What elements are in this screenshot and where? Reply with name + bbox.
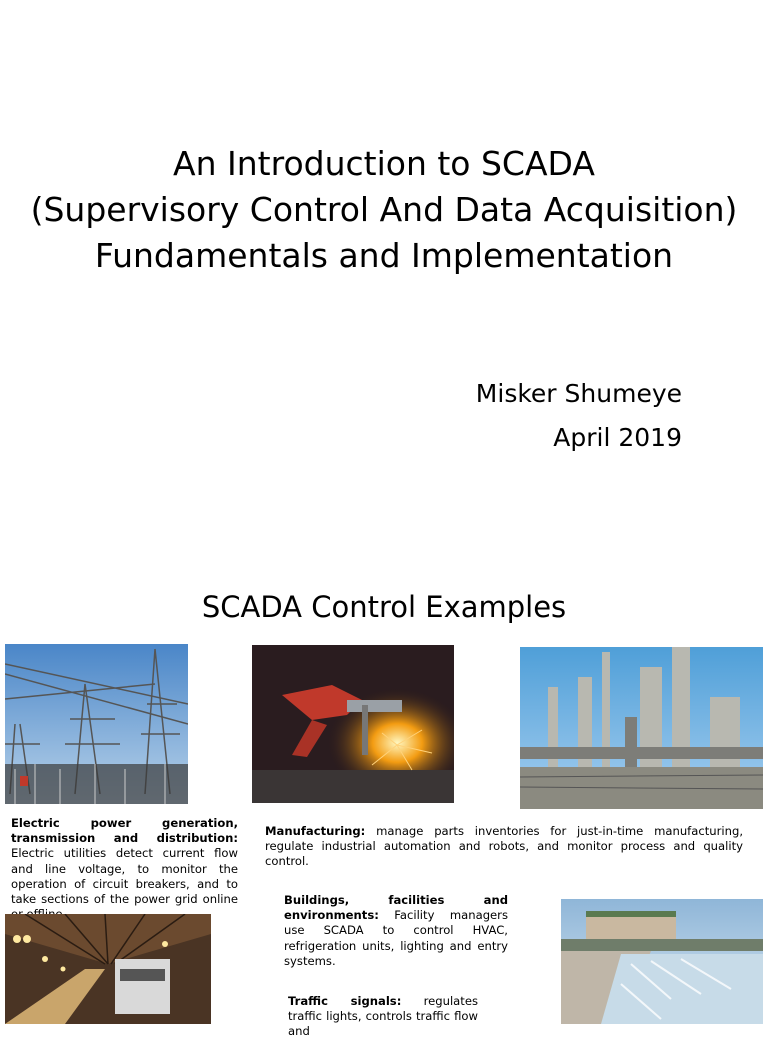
power-lines-photo: [5, 644, 188, 804]
train-station-photo: [5, 914, 211, 1024]
welding-robot-photo: [252, 645, 454, 803]
presentation-date: April 2019: [553, 423, 682, 452]
caption-manufacturing: [265, 824, 743, 870]
caption-buildings: [284, 893, 508, 969]
caption-electric-power-text: Electric utilities detect current flow and line voltage, to monitor the operation of circuit breakers, and to take sections of the power grid online: [11, 846, 238, 907]
caption-manufacturing-text: manage parts inventories for just-in-time manufacturing, regulate industrial automation and robots, and monitor process and quality control.: [265, 824, 743, 869]
caption-electric-power-label: Electric power generation, transmission and distribution:: [11, 816, 238, 846]
caption-traffic-text: regulates traffic lights, controls traffic flow and: [288, 994, 478, 1039]
dam-photo: [561, 899, 763, 1024]
title-line-2: (Supervisory Control And Data Acquisition): [30, 190, 738, 229]
title-line-3: Fundamentals and Implementation: [94, 236, 674, 275]
title-line-1: An Introduction to SCADA: [173, 144, 595, 183]
section-title: SCADA Control Examples: [201, 590, 567, 624]
author-name: Misker Shumeye: [475, 379, 682, 408]
caption-buildings-text: Facility managers use SCADA to control HVAC, refrigeration units, lighting and entry systems.: [284, 908, 508, 968]
caption-traffic-label: Traffic signals:: [288, 994, 402, 1008]
caption-electric-power: [11, 816, 238, 922]
refinery-photo: [520, 647, 763, 809]
caption-buildings-label: Buildings, facilities and environments:: [284, 893, 508, 923]
caption-traffic: [288, 994, 478, 1040]
caption-manufacturing-label: Manufacturing:: [265, 824, 366, 838]
